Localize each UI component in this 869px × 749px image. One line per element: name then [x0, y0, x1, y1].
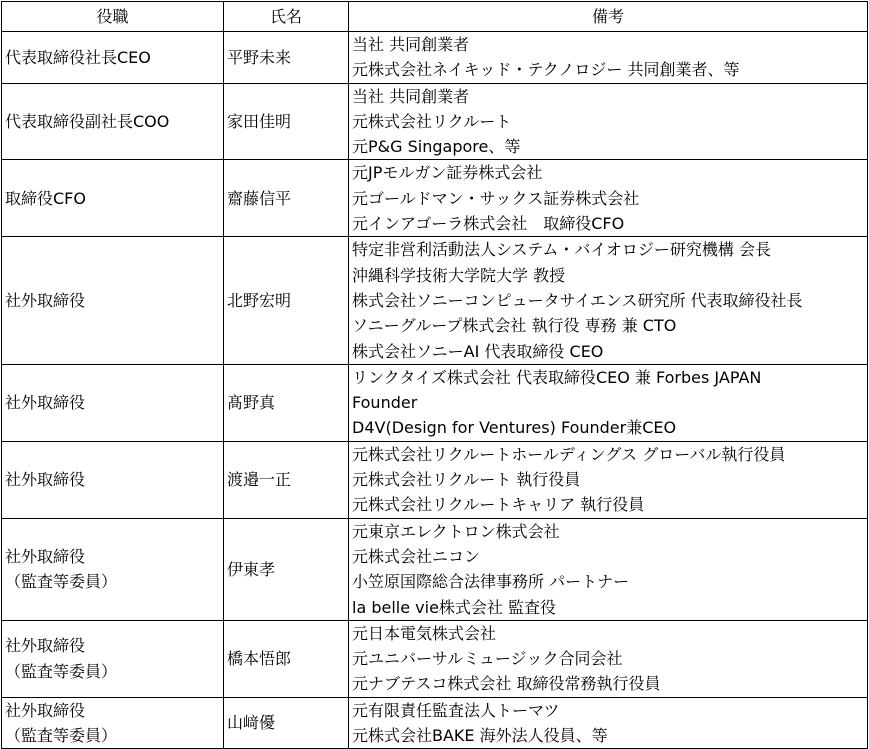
table-row	[2, 364, 868, 441]
role-line: 社外取締役	[5, 470, 86, 490]
table-body	[2, 32, 868, 749]
note-line: 元株式会社ニコン	[352, 546, 481, 566]
note-line: 株式会社ソニーコンピュータサイエンス研究所 代表取締役社長	[352, 290, 803, 310]
role-cell	[2, 32, 224, 84]
role-line: 社外取締役	[5, 393, 86, 413]
role-line: 社外取締役	[5, 700, 86, 720]
role-cell	[2, 83, 224, 160]
header-name: 氏名	[224, 2, 349, 32]
header-notes: 備考	[349, 2, 868, 32]
role-cell	[2, 518, 224, 620]
notes-cell	[349, 620, 868, 697]
notes-cell	[349, 441, 868, 518]
note-line: la belle vie株式会社 監査役	[352, 597, 557, 617]
note-line: リンクタイズ株式会社 代表取締役CEO 兼 Forbes JAPAN	[352, 367, 762, 387]
note-line: ソニーグループ株式会社 執行役 専務 兼 CTO	[352, 316, 677, 336]
table-row	[2, 518, 868, 620]
role-line: （監査等委員）	[5, 726, 118, 746]
note-line: 元インアゴーラ株式会社 取締役CFO	[352, 214, 625, 234]
notes-cell	[349, 364, 868, 441]
note-line: 元株式会社リクルートホールディングス グローバル執行役員	[352, 444, 786, 464]
notes-cell	[349, 160, 868, 237]
note-line: 小笠原国際総合法律事務所 パートナー	[352, 572, 630, 592]
note-line: 元有限責任監査法人トーマツ	[352, 700, 560, 720]
notes-cell	[349, 518, 868, 620]
note-line: D4V(Design for Ventures) Founder兼CEO	[352, 418, 677, 438]
name-cell: 渡邉一正	[224, 441, 349, 518]
note-line: 当社 共同創業者	[352, 86, 470, 106]
note-line: 元P&G Singapore、等	[352, 137, 521, 157]
note-line: 元東京エレクトロン株式会社	[352, 521, 560, 541]
note-line: 特定非営利活動法人システム・バイオロジー研究機構 会長	[352, 240, 772, 260]
name-cell: 平野未来	[224, 32, 349, 84]
notes-cell	[349, 32, 868, 84]
note-line: 元株式会社BAKE 海外法人役員、等	[352, 726, 608, 746]
note-line: 元株式会社リクルート	[352, 111, 512, 131]
table-row	[2, 441, 868, 518]
name-cell: 山﨑優	[224, 697, 349, 749]
role-line: 取締役CFO	[5, 188, 86, 208]
role-cell	[2, 697, 224, 749]
note-line: 元株式会社リクルート 執行役員	[352, 470, 581, 490]
name-cell: 家田佳明	[224, 83, 349, 160]
note-line: 元ナブテスコ株式会社 取締役常務執行役員	[352, 674, 661, 694]
role-cell	[2, 441, 224, 518]
header-role: 役職	[2, 2, 224, 32]
role-cell	[2, 237, 224, 364]
name-cell: 伊東孝	[224, 518, 349, 620]
table-row	[2, 160, 868, 237]
note-line: 元ゴールドマン・サックス証券株式会社	[352, 188, 640, 208]
role-line: 社外取締役	[5, 546, 86, 566]
name-cell: 髙野真	[224, 364, 349, 441]
note-line: 当社 共同創業者	[352, 35, 470, 54]
role-line: （監査等委員）	[5, 661, 118, 681]
role-cell	[2, 620, 224, 697]
note-line: 元株式会社リクルートキャリア 執行役員	[352, 495, 645, 515]
note-line: Founder	[352, 393, 418, 413]
role-line: 代表取締役副社長COO	[5, 111, 170, 131]
note-line: 元ユニバーサルミュージック合同会社	[352, 649, 623, 669]
role-cell	[2, 364, 224, 441]
notes-cell	[349, 697, 868, 749]
name-cell: 北野宏明	[224, 237, 349, 364]
note-line: 元株式会社ネイキッド・テクノロジー 共同創業者、等	[352, 60, 740, 80]
role-cell	[2, 160, 224, 237]
name-cell: 齋藤信平	[224, 160, 349, 237]
name-cell: 橋本悟郎	[224, 620, 349, 697]
officers-table	[1, 1, 868, 749]
note-line: 株式会社ソニーAI 代表取締役 CEO	[352, 341, 604, 361]
role-line: 社外取締役	[5, 636, 86, 656]
table-row	[2, 83, 868, 160]
notes-cell	[349, 83, 868, 160]
table-row	[2, 697, 868, 749]
table-row	[2, 620, 868, 697]
table-row	[2, 237, 868, 364]
note-line: 沖縄科学技術大学院大学 教授	[352, 265, 566, 285]
table-row	[2, 32, 868, 84]
note-line: 元日本電気株式会社	[352, 623, 497, 643]
header-row	[2, 2, 868, 32]
note-line: 元JPモルガン証券株式会社	[352, 163, 543, 183]
role-line: 社外取締役	[5, 290, 86, 310]
role-line: 代表取締役社長CEO	[5, 47, 151, 67]
notes-cell	[349, 237, 868, 364]
role-line: （監査等委員）	[5, 572, 118, 592]
